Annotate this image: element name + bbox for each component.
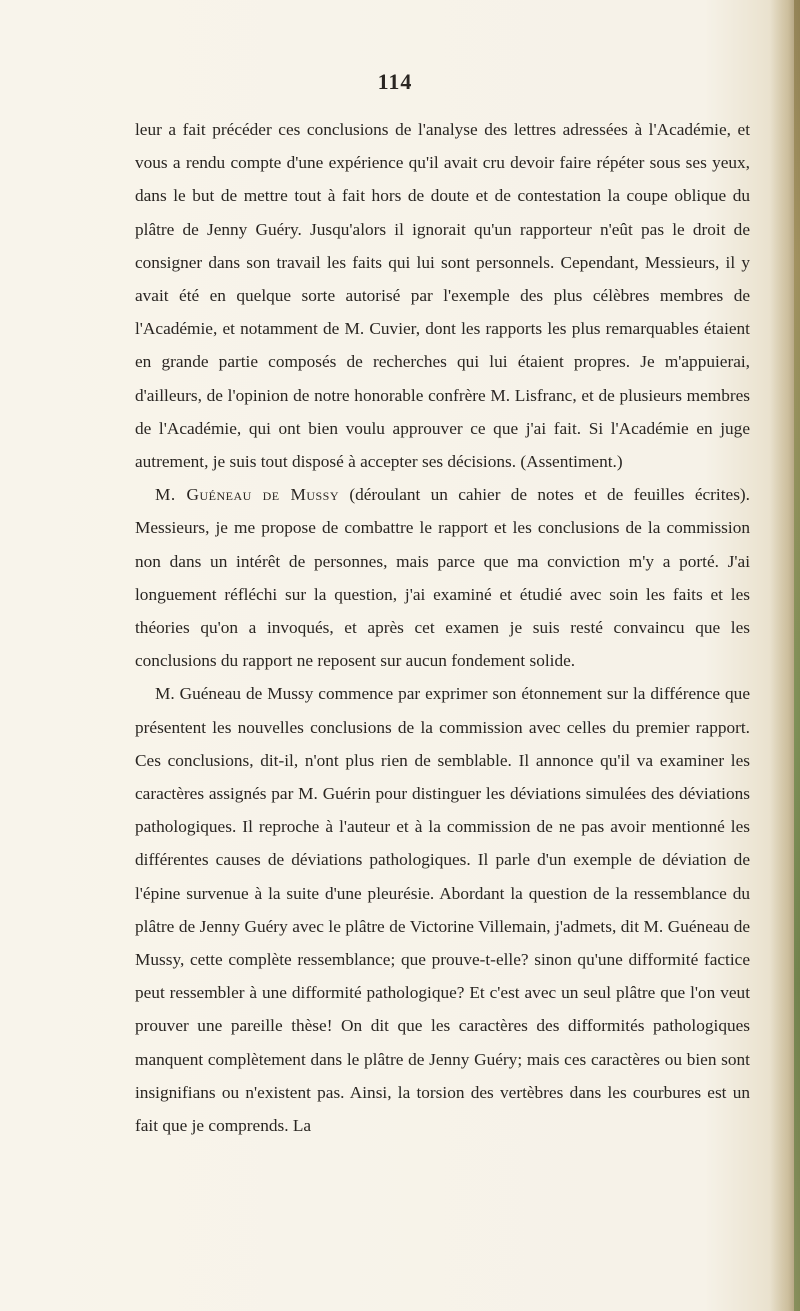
paragraph-1: leur a fait précéder ces conclusions de l'analyse des lettres adressées à l'Académie, et vous a rendu compte d'une expérience qu'il avait cru devoir faire répéter sous ses yeux, dans le but de mettre tout à fait hors de doute et de contestation la coupe oblique du plâtre de Jenny Guéry. Jusqu'alors il ignorait qu'un rapporteur n'eût pas le droit de consigner dans son travail les faits qui lui sont personnels. Cependant, Messieurs, il y avait été en quelque sorte autorisé par l'exemple des plus célèbres membres de l'Académie, et notamment de M. Cuvier, dont les rapports les plus remarquables étaient en grande partie composés de recherches qui lui étaient propres. Je m'appuierai, d'ailleurs, de l'opinion de notre honorable confrère M. Lisfranc, et de plusieurs membres de l'Académie, qui ont bien voulu approuver ce que j'ai fait. Si l'Académie en juge autrement, je suis tout disposé à accepter ses décisions. (Assentiment.)	[135, 120, 750, 472]
paragraph-2-text: (déroulant un cahier de notes et de feuilles écrites). Messieurs, je me propose de combattre le rapport et les conclusions de la commission non dans un intérêt de personnes, mais parce que ma conviction m'y a porté. J'ai longuement réfléchi sur la question, j'ai examiné et étudié avec soin les faits et les théories qu'on a invoqués, et après cet examen je suis resté convaincu que les conclusions du rapport ne reposent sur aucun fondement solide.	[135, 485, 750, 671]
speaker-name: M. Guéneau de Mussy	[155, 485, 339, 505]
page-number: 114	[377, 69, 413, 94]
page-edge-binding	[794, 0, 800, 1311]
paragraph-3: M. Guéneau de Mussy commence par exprimer son étonnement sur la différence que présentent les nouvelles conclusions de la commission avec celles du premier rapport. Ces conclusions, dit-il, n'ont plus rien de semblable. Il annonce qu'il va examiner les caractères assignés par M. Guérin pour distinguer les déviations simulées des déviations pathologiques. Il reproche à l'auteur et à la commission de ne pas avoir mentionné les différentes causes de déviations pathologiques. Il parle d'un exemple de déviation de l'épine survenue à la suite d'une pleurésie. Abordant la question de la ressemblance du plâtre de Jenny Guéry avec le plâtre de Victorine Villemain, j'admets, dit M. Guéneau de Mussy, cette complète ressemblance; que prouve-t-elle? sinon qu'une difformité factice peut ressembler à une difformité pathologique? Et c'est avec un seul plâtre que l'on veut prouver une pareille thèse! On dit que les caractères des difformités pathologiques manquent complètement dans le plâtre de Jenny Guéry; mais ces caractères ou bien sont insignifians ou n'existent pas. Ainsi, la torsion des vertèbres dans les courbures est un fait que je comprends. La	[135, 684, 750, 1136]
body-text	[135, 113, 750, 1142]
paragraph-2	[135, 478, 750, 677]
